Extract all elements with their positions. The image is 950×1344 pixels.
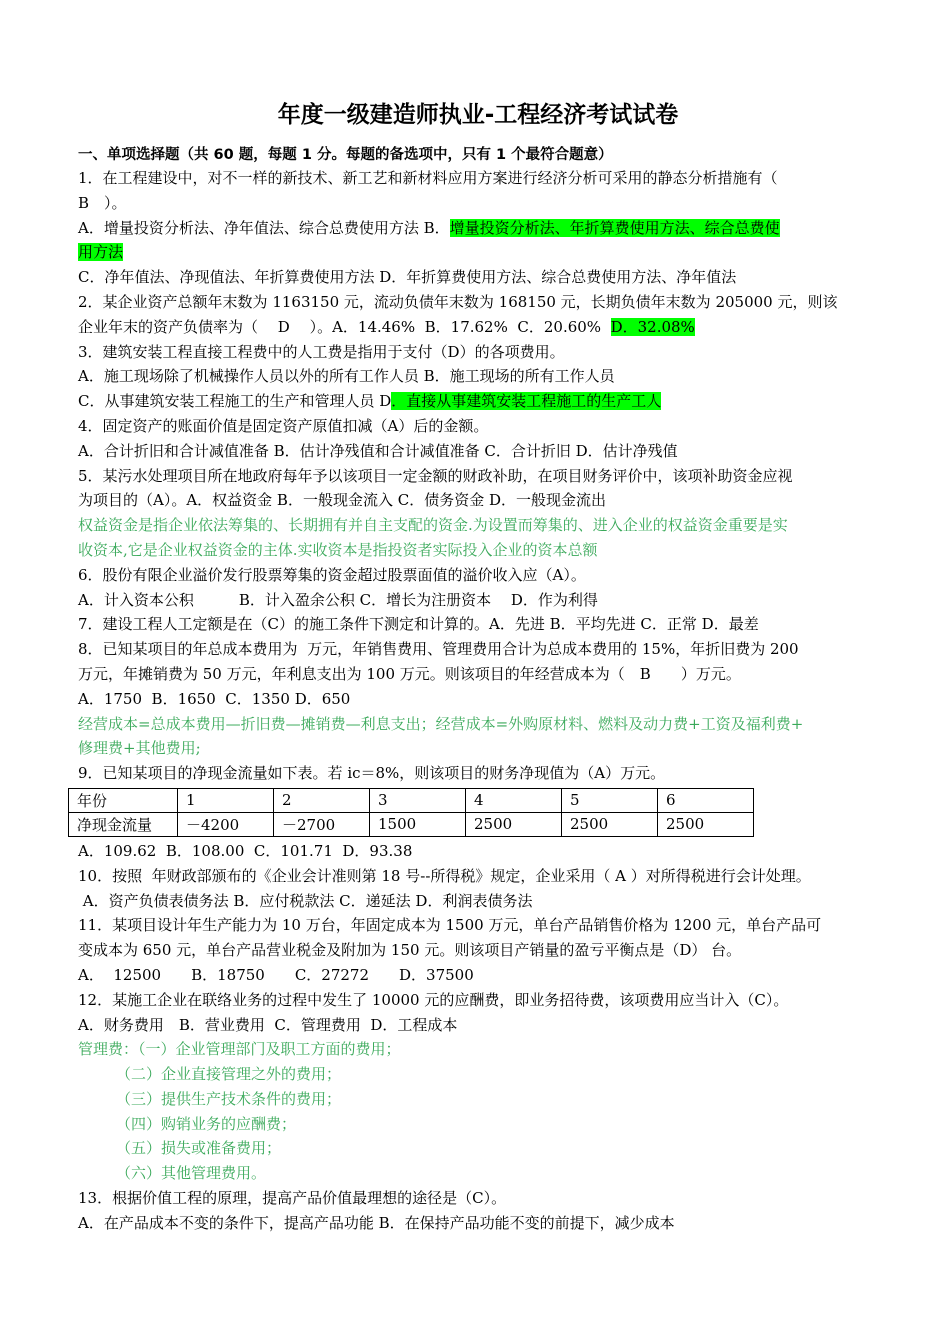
q2-stem-line1: 2．某企业资产总额年末数为 1163150 元，流动负债年末数为 168150 元，长期负债年末数为 205000 元，则该 (78, 292, 838, 311)
q10-options: A．资产负债表债务法 B．应付税款法 C．递延法 D．利润表债务法 (78, 891, 533, 910)
q3-option-c: C．从事建筑安装工程施工的生产和管理人员 D (78, 392, 392, 411)
q2-stem-text: 企业年末的资产负债率为（ D ）。A．14.46% B．17.62% C．20.60% (78, 317, 611, 336)
q10-stem: 10．按照 年财政部颁布的《企业会计准则第 18 号--所得税》规定，企业采用（ A ）对所得税进行会计处理。 (78, 866, 811, 885)
q3-stem: 3．建筑安装工程直接工程费中的人工费是指用于支付（D）的各项费用。 (78, 342, 565, 361)
q11-stem-line2: 变成本为 650 元，单台产品营业税金及附加为 150 元。则该项目产销量的盈亏平衡点是（D） 台。 (78, 941, 742, 960)
q5-note-line1: 权益资金是指企业依法筹集的、长期拥有并自主支配的资金.为设置而筹集的、进入企业的权益资金重要是实 (78, 516, 788, 535)
q12-note-1: 管理费：（一）企业管理部门及职工方面的费用； (78, 1040, 401, 1059)
q1-answer-highlight-cont: 用方法 (78, 243, 124, 262)
q5-stem-line2: 为项目的（A）。A．权益资金 B．一般现金流入 C．债务资金 D．一般现金流出 (78, 491, 606, 510)
q1-options-b-cont (78, 240, 878, 265)
q8-options: A．1750 B．1650 C．1350 D．650 (78, 689, 351, 708)
q1-stem-line1: 1．在工程建设中，对不一样的新技术、新工艺和新材料应用方案进行经济分析可采用的静态分析措施有（ (78, 169, 778, 187)
table-cell-year: 5 (562, 788, 658, 812)
q2-answer-highlight: D．32.08% (610, 317, 695, 336)
table-cell-year: 6 (658, 788, 754, 812)
q1-options-cd: C．净年值法、净现值法、年折算费使用方法 D．年折算费使用方法、综合总费使用方法、净年值法 (78, 268, 737, 287)
table-cell-flow: 2500 (466, 812, 562, 836)
q12-note-5: （五）损失或准备费用； (116, 1139, 282, 1158)
cash-flow-table (68, 788, 754, 837)
table-row-flows (69, 812, 754, 836)
q2-stem-line2 (78, 315, 878, 340)
q5-stem-line1: 5．某污水处理项目所在地政府每年予以该项目一定金额的财政补助，在项目财务评价中，该项补助资金应视 (78, 466, 793, 485)
q12-stem: 12．某施工企业在联络业务的过程中发生了 10000 元的应酬费，即业务招待费，该项费用应当计入（C）。 (78, 990, 789, 1009)
q8-note-line1: 经营成本=总成本费用—折旧费—摊销费—利息支出；经营成本=外购原材料、燃料及动力费+工资及福利费+ (78, 714, 804, 733)
document-title: 年度一级建造师执业-工程经济考试试卷 (277, 102, 679, 128)
q1-answer-highlight: 增量投资分析法、年折算费使用方法、综合总费使 (449, 218, 780, 237)
q1-option-a: A．增量投资分析法、净年值法、综合总费使用方法 B． (78, 218, 450, 237)
table-row-years (69, 788, 754, 812)
q1-options-ab (78, 216, 878, 241)
q3-answer-highlight: ．直接从事建筑安装工程施工的生产工人 (391, 392, 662, 411)
q3-options-cd (78, 389, 878, 414)
table-header-flow: 净现金流量 (69, 812, 178, 836)
table-cell-flow: 2500 (658, 812, 754, 836)
q4-options: A．合计折旧和合计减值准备 B．估计净残值和合计减值准备 C．合计折旧 D．估计净残值 (78, 441, 678, 460)
q13-stem: 13．根据价值工程的原理，提高产品价值最理想的途径是（C）。 (78, 1189, 507, 1208)
q9-stem: 9．已知某项目的净现金流量如下表。若 ic＝8%，则该项目的财务净现值为（A）万元。 (78, 764, 666, 783)
table-cell-flow: 1500 (370, 812, 466, 836)
q12-note-2: （二）企业直接管理之外的费用； (116, 1065, 342, 1084)
q12-note-4: （四）购销业务的应酬费； (116, 1114, 297, 1133)
q5-note-line2: 收资本,它是企业权益资金的主体.实收资本是指投资者实际投入企业的资本总额 (78, 540, 598, 559)
q8-note-line2: 修理费+其他费用; (78, 739, 201, 758)
q4-stem: 4．固定资产的账面价值是固定资产原值扣减（A）后的金额。 (78, 416, 489, 435)
q12-note-3: （三）提供生产技术条件的费用； (116, 1089, 342, 1108)
q3-options-ab: A．施工现场除了机械操作人员以外的所有工作人员 B．施工现场的所有工作人员 (78, 367, 615, 386)
section-heading: 一、单项选择题（共 60 题，每题 1 分。每题的备选项中，只有 1 个最符合题意） (78, 147, 613, 163)
q6-stem: 6．股份有限企业溢价发行股票筹集的资金超过股票面值的溢价收入应（A）。 (78, 565, 586, 584)
q11-stem-line1: 11．某项目设计年生产能力为 10 万台，年固定成本为 1500 万元，单台产品销售价格为 1200 元，单台产品可 (78, 916, 822, 935)
document-page (78, 96, 878, 1236)
table-cell-flow: 2500 (562, 812, 658, 836)
q8-stem-line2: 万元，年摊销费为 50 万元，年利息支出为 100 万元。则该项目的年经营成本为（ B ）万元。 (78, 664, 741, 683)
q7-stem: 7．建设工程人工定额是在（C）的施工条件下测定和计算的。A．先进 B．平均先进 C．正常 D．最差 (78, 615, 759, 634)
q12-note-6: （六）其他管理费用。 (116, 1164, 267, 1183)
table-cell-year: 1 (178, 788, 274, 812)
table-cell-year: 4 (466, 788, 562, 812)
table-header-year: 年份 (69, 788, 178, 812)
q1-stem-line2: B ）。 (78, 193, 127, 212)
q6-options: A．计入资本公积 B．计入盈余公积 C．增长为注册资本 D．作为利得 (78, 590, 598, 609)
q8-stem-line1: 8．已知某项目的年总成本费用为 万元，年销售费用、管理费用合计为总成本费用的 15%，年折旧费为 200 (78, 640, 799, 659)
table-cell-flow: －2700 (274, 812, 370, 836)
table-cell-year: 2 (274, 788, 370, 812)
q11-options: A． 12500 B．18750 C．27272 D．37500 (78, 965, 474, 984)
q13-options: A．在产品成本不变的条件下，提高产品功能 B．在保持产品功能不变的前提下，减少成本 (78, 1213, 675, 1232)
table-cell-flow: －4200 (178, 812, 274, 836)
q12-options: A．财务费用 B．营业费用 C．管理费用 D．工程成本 (78, 1015, 458, 1034)
q9-options: A．109.62 B．108.00 C．101.71 D．93.38 (78, 841, 413, 860)
table-cell-year: 3 (370, 788, 466, 812)
